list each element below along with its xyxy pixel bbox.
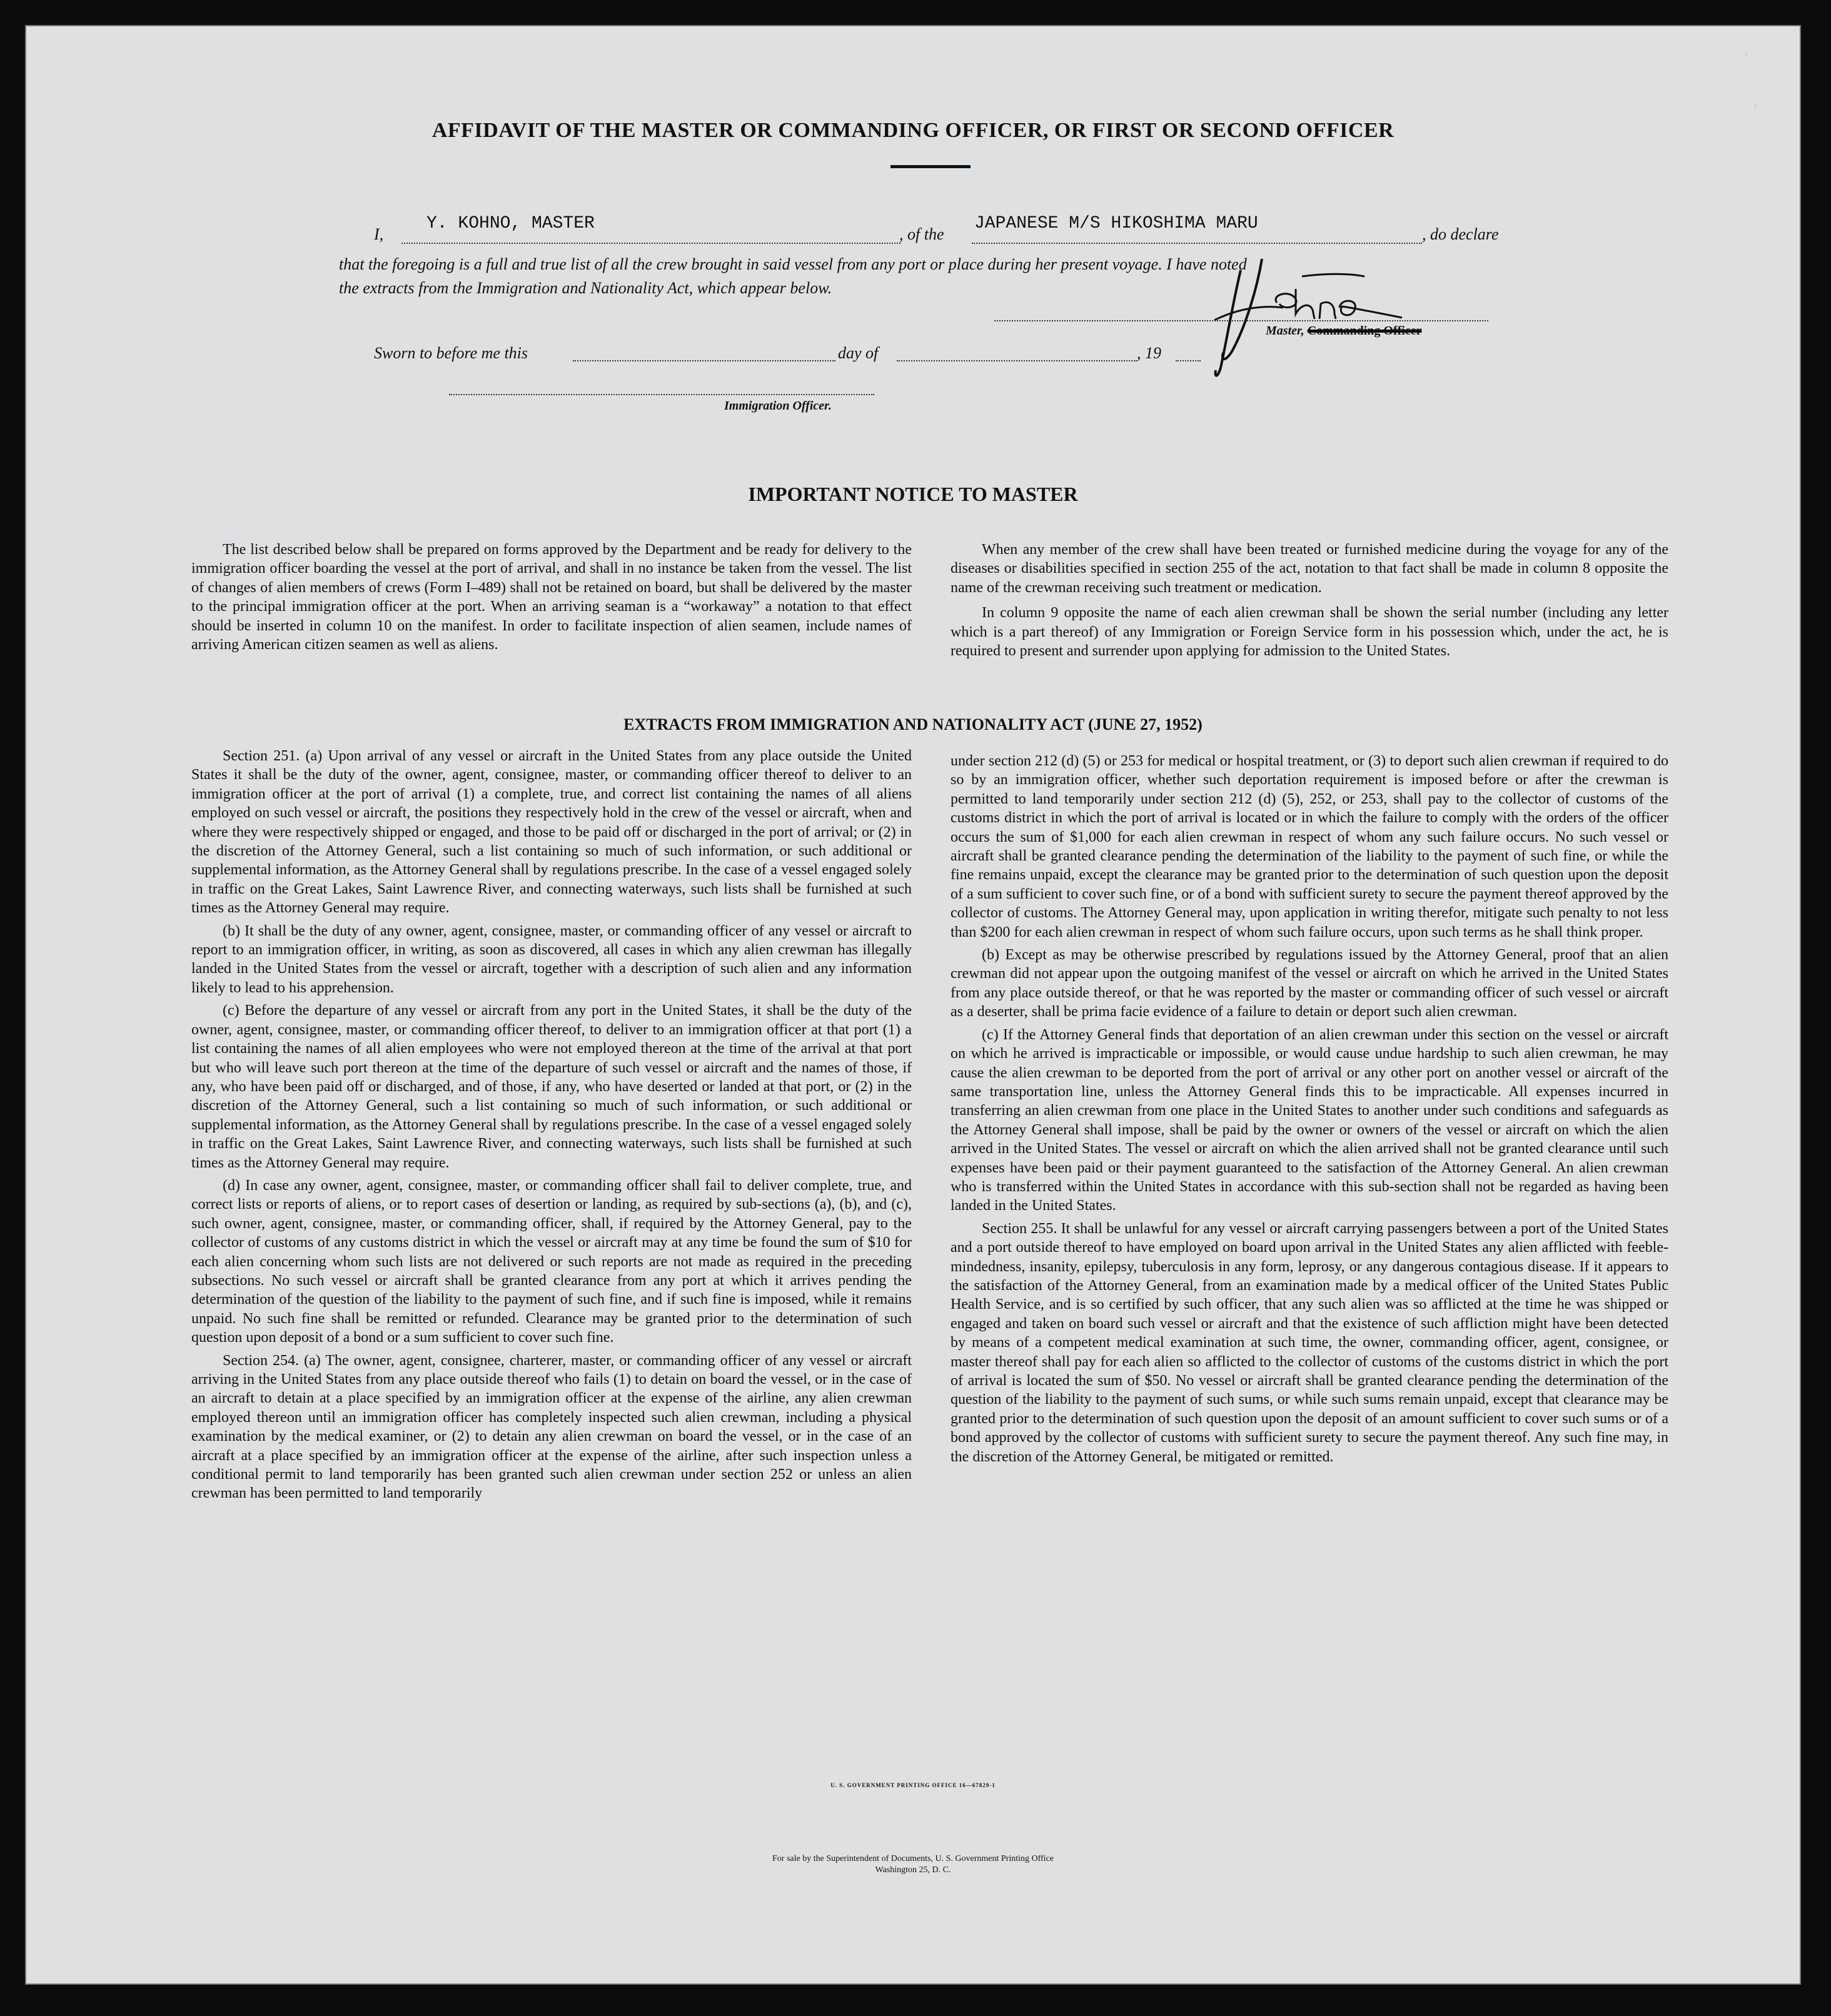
sale-line: For sale by the Superintendent of Documents, U. S. Government Printing Office [772,1854,1054,1863]
document-page [25,25,1801,1985]
sworn-text: Sworn to before me this [374,344,528,362]
section-251-a: Section 251. (a) Upon arrival of any vessel or aircraft in the United States from any place outside the United States it shall be the duty of the owner, agent, consignee, master, or commanding officer thereof to deliver to an immigration officer at the port of arrival (1) a complete, true, and correct list containing the names of all aliens employed on such vessel or aircraft, the positions they respectively hold in the crew of the vessel or aircraft, when and where they were respectively shipped or engaged, and those to be paid off or discharged in the port of arrival; or (2) in the discretion of the Attorney General, such a list containing so much of such information, or such additional or supplemental information, as the Attorney General shall by regulations prescribe. In the case of a vessel engaged solely in traffic on the Great Lakes, Saint Lawrence River, and connecting waterways, such lists shall be furnished at such times as the Attorney General may require. [191,748,912,917]
section-254-a-continued: under section 212 (d) (5) or 253 for medical or hospital treatment, or (3) to deport such alien crewman if required to do so by an immigration officer, whether such deportation requirement is imposed before or after the crewman is permitted to land temporarily under section 212 (d) (5), 252, or 253, shall pay to the collector of customs of the customs district in which the port of arrival is located or in which the failure to comply with the orders of the officer occurs the sum of $1,000 for each alien crewman in respect of whom any such failure occurs. No such vessel or aircraft shall be granted clearance pending the determination of the liability to the payment of such fine, or while the fine remains unpaid, except the clearance may be granted prior to the determination of such question upon the deposit of a sum sufficient to cover such fine, or of a bond with sufficient surety to secure the payment thereof approved by the collector of customs. The Attorney General may, upon application in writing therefor, mitigate such penalty to not less than $200 for each alien crewman in respect of whom such failure occurs, upon such terms as he shall think proper. [951,753,1668,940]
edge-mark: ' [1745,49,1748,68]
immigration-officer-caption: Immigration Officer. [724,399,832,413]
section-251-d: (d) In case any owner, agent, consignee, master, or commanding officer shall fail to deliver complete, true, and correct lists or reports of aliens, or to report cases of desertion or landing, as required by sub-sections (a), (b), and (c), such owner, agent, consignee, master, or commanding officer, shall, if required by the Attorney General, pay to the collector of customs of any customs district in which the vessel or aircraft may at any time be found the sum of $10 for each alien concerning whom such lists are not delivered or such reports are not made as required in the preceding subsections. No such vessel or aircraft shall be granted clearance from any port at which it arrives pending the determination of the question of the liability to the payment of such fine, and if such fine is imposed, while it remains unpaid. No such fine shall be remitted or refunded. Clearance may be granted prior to the determination of such question upon deposit of a bond or a sum sufficient to cover such fine. [191,1177,912,1346]
declaration-prefix: I, [374,225,384,243]
section-254-a: Section 254. (a) The owner, agent, consignee, charterer, master, or commanding officer of any vessel or aircraft arriving in the United States from any place outside thereof who fails (1) to detain on board the vessel, or in the case of an aircraft to detain at a place specified by an immigration officer at the expense of the airline, any alien crewman employed thereon until an immigration officer has completely inspected such alien crewman, including a physical examination by the medical examiner, or (2) to detain any alien crewman on board the vessel, or in the case of an aircraft at a place specified by an immigration officer at the expense of the airline, after such inspection unless a conditional permit to land temporarily has been granted such alien crewman under section 252 or unless an alien crewman has been permitted to land temporarily [191,1352,912,1502]
notice-left-column [191,540,912,654]
extracts-title: EXTRACTS FROM IMMIGRATION AND NATIONALITY ACT (JUNE 27, 1952) [623,715,1203,733]
day-of-text: day of [838,344,879,362]
notice-right-column [951,540,1668,660]
city-line: Washington 25, D. C. [875,1865,951,1875]
extracts-left-column [191,747,912,1503]
year-dotline [1176,360,1201,361]
handwritten-signature [1202,245,1465,389]
affidavit-title: AFFIDAVIT OF THE MASTER OR COMMANDING OFFICER, OR FIRST OR SECOND OFFICER [431,119,1395,142]
sale-notice [26,1853,1800,1876]
notice-right-paragraph: In column 9 opposite the name of each alien crewman shall be shown the serial number (including any letter which is a part thereof) of any Immigration or Foreign Service form in his possession which, under the act, he is required to present and surrender upon applying for admission to the United States. [951,605,1668,660]
section-255: Section 255. It shall be unlawful for any vessel or aircraft carrying passengers between a port of the United States and a port outside thereof to have employed on board upon arrival in the United States any alien afflicted with feeble-mindedness, insanity, epilepsy, tuberculosis in any form, leprosy, or any dangerous contagious disease. If it appears to the satisfaction of the Attorney General, from an examination made by a medical officer of the United States Public Health Service, and is so certified by such officer, that any such alien was so afflicted at the time he was shipped or engaged and taken on board such vessel or aircraft and that the existence of such affliction might have been detected by means of a competent medical examination at such time, the owner, commanding officer, agent, consignee, or master thereof shall pay for each alien so afflicted to the collector of customs of the customs district in which the port of arrival is located the sum of $50. No vessel or aircraft shall be granted clearance pending the determination of the question of the liability to the payment of such sums, or while such sums remain unpaid, except that clearance may be granted prior to the determination of such question upon the deposit of an amount sufficient to cover such sums or of a bond approved by the collector of customs with sufficient surety to secure the payment thereof. Any such fine may, in the discretion of the Attorney General, be mitigated or remitted. [951,1220,1668,1465]
gpo-imprint: U. S. GOVERNMENT PRINTING OFFICE 16—67829-1 [830,1782,996,1788]
sworn-date-dotline [573,360,835,361]
officer-dotline [449,394,874,395]
name-dotline [401,243,900,244]
master-caption-text: Master, [1266,324,1308,338]
edge-mark: , [1753,91,1758,111]
month-dotline [897,360,1137,361]
vessel-dotline [972,243,1422,244]
master-caption [1266,324,1421,338]
vessel-name-field: JAPANESE M/S HIKOSHIMA MARU [974,214,1258,233]
of-the-text: , of the [899,225,944,243]
notice-left-paragraph: The list described below shall be prepared on forms approved by the Department and be ready for delivery to the immigration officer boarding the vessel at the port of arrival, and shall in no instance be taken from the vessel. The list of changes of alien members of crews (Form I–489) shall not be retained on board, but shall be delivered by the master to the principal immigration officer at the port. When an arriving seaman is a “workaway” a notation to that effect should be inserted in column 10 on the manifest. In order to facilitate inspection of alien seamen, include names of arriving American citizen seamen as well as aliens. [191,542,912,653]
section-251-b: (b) It shall be the duty of any owner, agent, consignee, master, or commanding officer of any vessel or aircraft to report to an immigration officer, in writing, as soon as discovered, all cases in which any alien crewman has illegally landed in the United States from the vessel or aircraft, together with a description of such alien and any information likely to lead to his apprehension. [191,922,912,996]
notice-title: IMPORTANT NOTICE TO MASTER [748,483,1078,505]
master-name-field: Y. KOHNO, MASTER [426,214,595,233]
section-254-b: (b) Except as may be otherwise prescribed by regulations issued by the Attorney General, proof that an alien crewman did not appear upon the outgoing manifest of the vessel or aircraft on which he arrived in the United States from any place outside thereof, or that he was reported by the master or commanding officer of such vessel or aircraft as a deserter, shall be prima facie evidence of a failure to detain or deport such alien crewman. [951,947,1668,1021]
declaration-line-3: the extracts from the Immigration and Nationality Act, which appear below. [339,279,832,297]
notice-right-paragraph: When any member of the crew shall have been treated or furnished medicine during the voyage for any of the diseases or disabilities specified in section 255 of the act, notation to that fact shall be made in column 8 opposite the name of the crewman receiving such treatment or medication. [951,542,1668,596]
extracts-right-column [951,752,1668,1466]
do-declare-text: , do declare [1422,225,1499,243]
declaration-line-2: that the foregoing is a full and true list of all the crew brought in said vessel from any port or place during her present voyage. I have noted [339,255,1247,273]
year-prefix: , 19 [1137,344,1161,362]
title-rule [890,165,971,168]
section-254-c: (c) If the Attorney General finds that deportation of an alien crewman under this section on the vessel or aircraft on which he arrived is impracticable or impossible, or would cause undue hardship to such alien crewman, he may cause the alien crewman to be deported from the port of arrival or any other port on another vessel or aircraft of the same transportation line, unless the Attorney General finds this to be impracticable. All expenses incurred in transferring an alien crewman from one place in the United States to another under such conditions and safeguards as the Attorney General shall impose, shall be paid by the owner or owners of the vessel or aircraft on which the alien arrived in the United States. The vessel or aircraft on which the alien arrived shall not be granted clearance until such expenses have been paid or their payment guaranteed to the satisfaction of the Attorney General. An alien crewman who is transferred within the United States in accordance with this sub-section shall not be regarded as having been landed in the United States. [951,1026,1668,1214]
section-251-c: (c) Before the departure of any vessel or aircraft from any port in the United States, it shall be the duty of the owner, agent, consignee, master, or commanding officer thereof, to deliver to an immigration officer at that port (1) a list containing the names of all alien employees who were not employed thereon at the time of the arrival at that port but who will leave such port thereon at the time of the departure of such vessel or aircraft and the names of those, if any, who have been paid off or discharged, and of those, if any, who have deserted or landed at that port, or (2) in the discretion of the Attorney General, such a list containing so much of such information, or such additional or supplemental information, as the Attorney General shall by regulations prescribe. In the case of a vessel engaged solely in traffic on the Great Lakes, Saint Lawrence River, and connecting waterways, such lists shall be furnished at such times as the Attorney General may require. [191,1002,912,1171]
struck-commanding-officer: Commanding Officer [1307,324,1422,338]
